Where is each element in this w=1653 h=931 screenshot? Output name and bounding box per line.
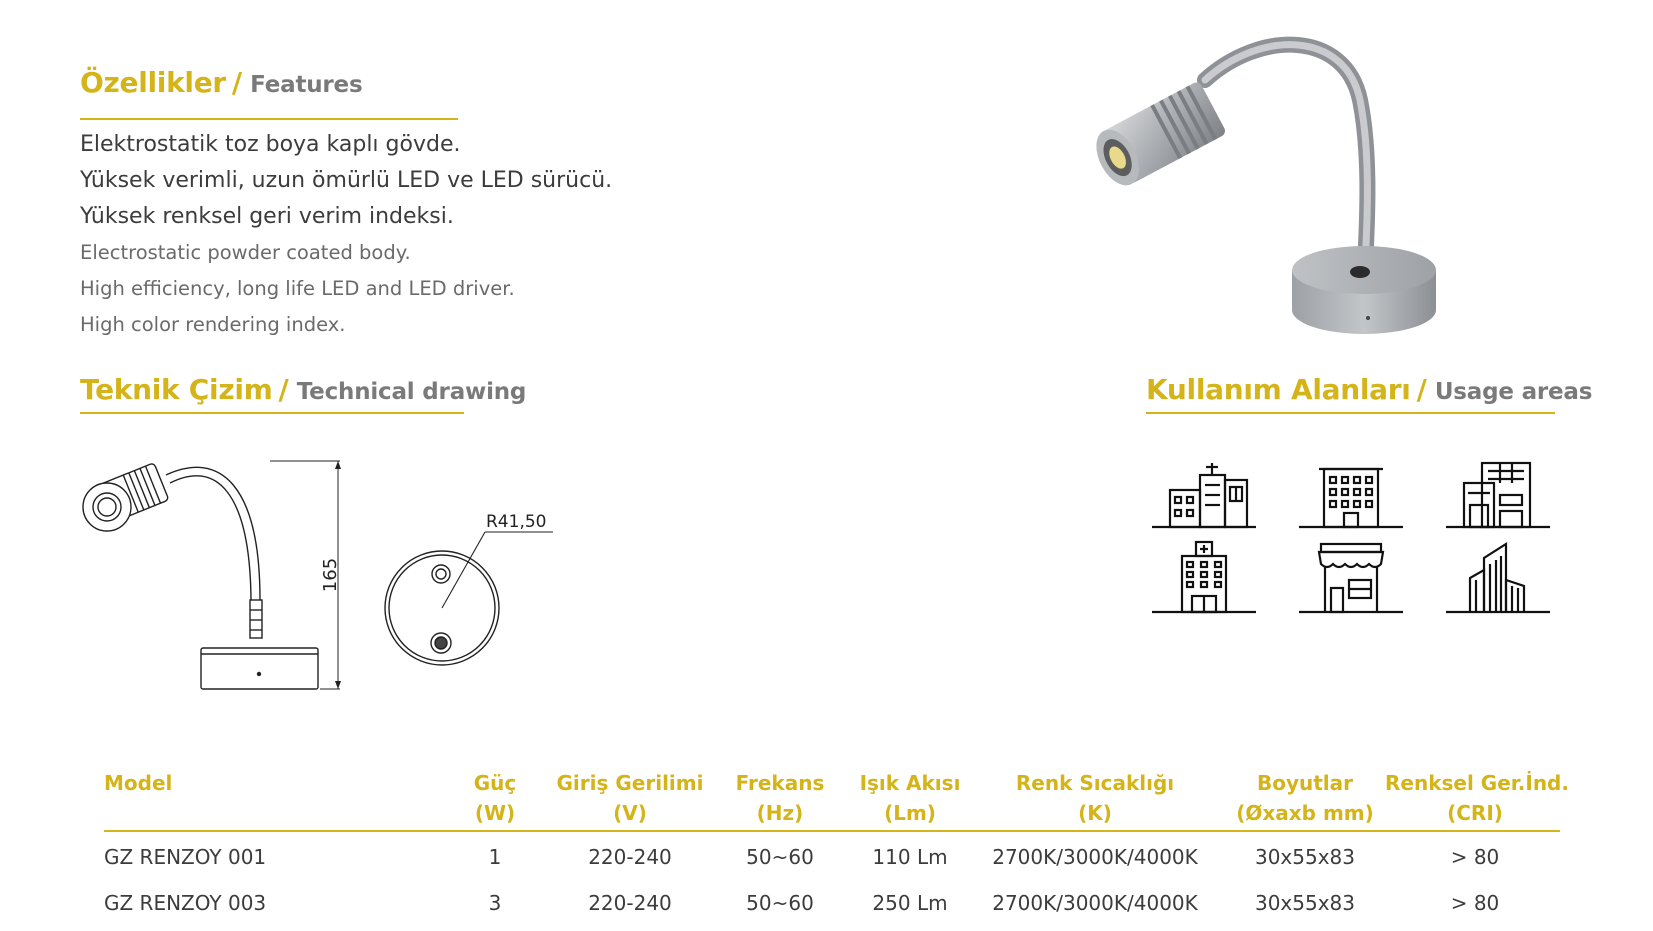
spec-table-rule [104,830,1560,832]
product-photo [1070,20,1470,350]
cell-cri: > 80 [1450,845,1500,869]
technical-title-tr: Teknik Çizim [80,373,273,406]
header-cri: Renksel Ger.İnd. (CRI) [1385,771,1569,825]
usage-title-tr: Kullanım Alanları [1146,373,1411,406]
cell-luminous-flux: 250 Lm [872,891,948,915]
cell-power: 1 [488,845,502,869]
cell-model: GZ RENZOY 001 [104,845,267,869]
office-buildings-icon [1150,455,1258,530]
hotel-icon [1297,455,1405,530]
cell-voltage: 220-240 [588,891,672,915]
header-dimensions: Boyutlar (Øxaxb mm) [1236,771,1374,825]
feature-line-tr: Yüksek renksel geri verim indeksi. [80,204,454,229]
header-voltage: Giriş Gerilimi (V) [556,771,704,825]
features-title-tr: Özellikler [80,66,226,99]
usage-title-en: Usage areas [1434,379,1593,405]
header-luminous-flux: Işık Akısı (Lm) [859,771,961,825]
cell-dimensions: 30x55x83 [1254,845,1356,869]
header-frequency: Frekans (Hz) [735,771,825,825]
technical-title-en: Technical drawing [296,379,527,405]
store-icon [1297,540,1405,615]
cell-voltage: 220-240 [588,845,672,869]
technical-underline [80,412,464,414]
cell-cri: > 80 [1450,891,1500,915]
title-separator: / [278,373,289,406]
shopping-mall-icon [1444,455,1552,530]
technical-drawing [70,445,590,705]
cell-dimensions: 30x55x83 [1254,891,1356,915]
feature-line-tr: Elektrostatik toz boya kaplı gövde. [80,132,461,157]
header-color-temperature: Renk Sıcaklığı (K) [1015,771,1175,825]
cell-model: GZ RENZOY 003 [104,891,267,915]
title-separator: / [1416,373,1427,406]
title-separator: / [231,66,243,99]
cell-luminous-flux: 110 Lm [872,845,948,869]
features-title-en: Features [250,72,363,98]
feature-line-en: Electrostatic powder coated body. [80,241,411,264]
features-list [80,127,612,343]
features-underline [80,118,458,120]
height-dimension: 165 [320,557,341,593]
usage-underline [1146,412,1555,414]
feature-line-en: High color rendering index. [80,313,346,336]
radius-dimension: R41,50 [486,512,547,532]
cell-frequency: 50~60 [746,891,814,915]
cell-color-temperature: 2700K/3000K/4000K [992,891,1198,915]
header-model: Model [104,771,173,795]
cell-frequency: 50~60 [746,845,814,869]
header-power: Güç (W) [473,771,517,825]
cell-color-temperature: 2700K/3000K/4000K [992,845,1198,869]
technical-heading [80,373,526,406]
feature-line-en: High efficiency, long life LED and LED driver. [80,277,515,300]
features-heading [80,66,362,99]
usage-heading [1146,373,1592,406]
hospital-icon [1150,540,1258,615]
feature-line-tr: Yüksek verimli, uzun ömürlü LED ve LED sürücü. [80,168,613,193]
skyscraper-icon [1444,540,1552,615]
cell-power: 3 [488,891,502,915]
